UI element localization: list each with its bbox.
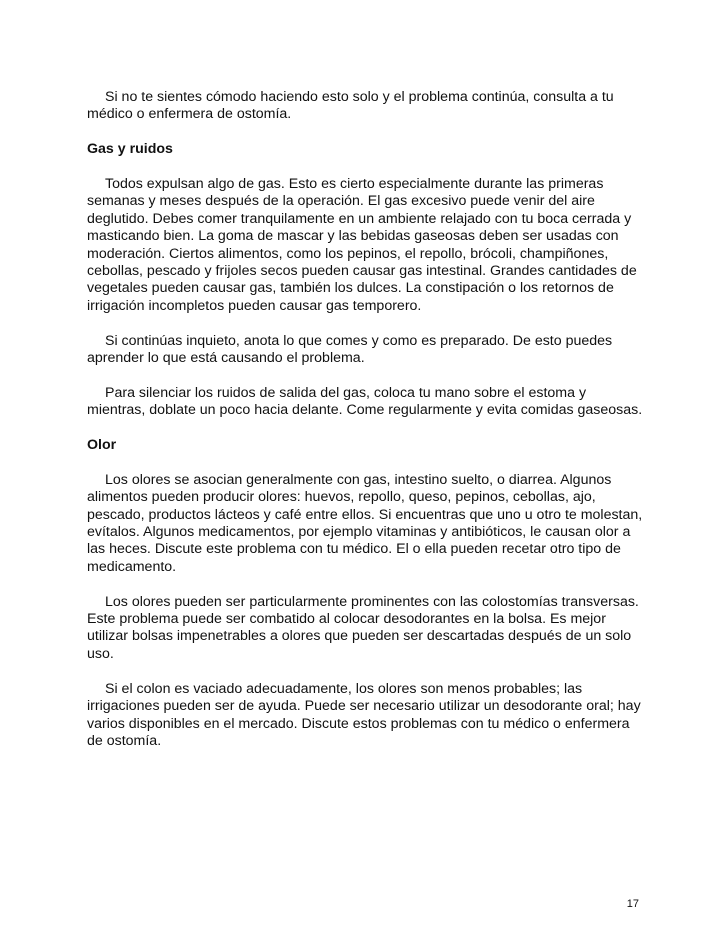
page-content bbox=[87, 89, 643, 768]
gas-paragraph-1: Todos expulsan algo de gas. Esto es cierto especialmente durante las primeras semanas y meses después de la operación. El gas excesivo puede venir del aire deglutido. Debes comer tranquilamente en un ambiente relajado con tu boca cerrada y masticando bien. La goma de mascar y las bebidas gaseosas deben ser usadas con moderación. Ciertos alimentos, como los pepinos, el repollo, brócoli, champiñones, cebollas, pescado y frijoles secos pueden causar gas intestinal. Grandes cantidades de vegetales pueden causar gas, también los dulces. La constipación o los retornos de irrigación incompletos pueden causar gas temporero. bbox=[87, 176, 637, 314]
intro-paragraph: Si no te sientes cómodo haciendo esto solo y el problema continúa, consulta a tu médico o enfermera de ostomía. bbox=[87, 89, 614, 123]
gas-paragraph-2: Si continúas inquieto, anota lo que comes y como es preparado. De esto puedes aprender lo que está causando el problema. bbox=[87, 332, 613, 367]
olor-paragraph-1: Los olores se asocian generalmente con gas, intestino suelto, o diarrea. Algunos alimentos pueden producir olores: huevos, repollo, queso, pepinos, cebollas, ajo, pescado, productos lácteos y café entre ellos. Si encuentras que uno u otro te molestan, evítalos. Algunos medicamentos, por ejemplo vitaminas y antibióticos, le causan olor a las heces. Discute este problema con tu médico. El o ella pueden recetar otro tipo de medicamento. bbox=[87, 471, 643, 575]
section-heading-olor: Olor bbox=[87, 437, 117, 454]
section-heading-gas: Gas y ruidos bbox=[87, 141, 173, 158]
page-number: 17 bbox=[626, 898, 639, 910]
olor-paragraph-2: Los olores pueden ser particularmente prominentes con las colostomías transversas. Este problema puede ser combatido al colocar desodorantes en la bolsa. Es mejor utilizar bolsas impenetrables a olores que pueden ser descartadas después de un solo uso. bbox=[87, 593, 639, 662]
gas-paragraph-3: Para silenciar los ruidos de salida del gas, coloca tu mano sobre el estoma y mientras, doblate un poco hacia delante. Come regularmente y evita comidas gaseosas. bbox=[87, 384, 643, 419]
olor-paragraph-3: Si el colon es vaciado adecuadamente, los olores son menos probables; las irrigaciones pueden ser de ayuda. Puede ser necesario utilizar un desodorante oral; hay varios disponibles en el mercado. Discute estos problemas con tu médico o enfermera de ostomía. bbox=[87, 680, 641, 749]
